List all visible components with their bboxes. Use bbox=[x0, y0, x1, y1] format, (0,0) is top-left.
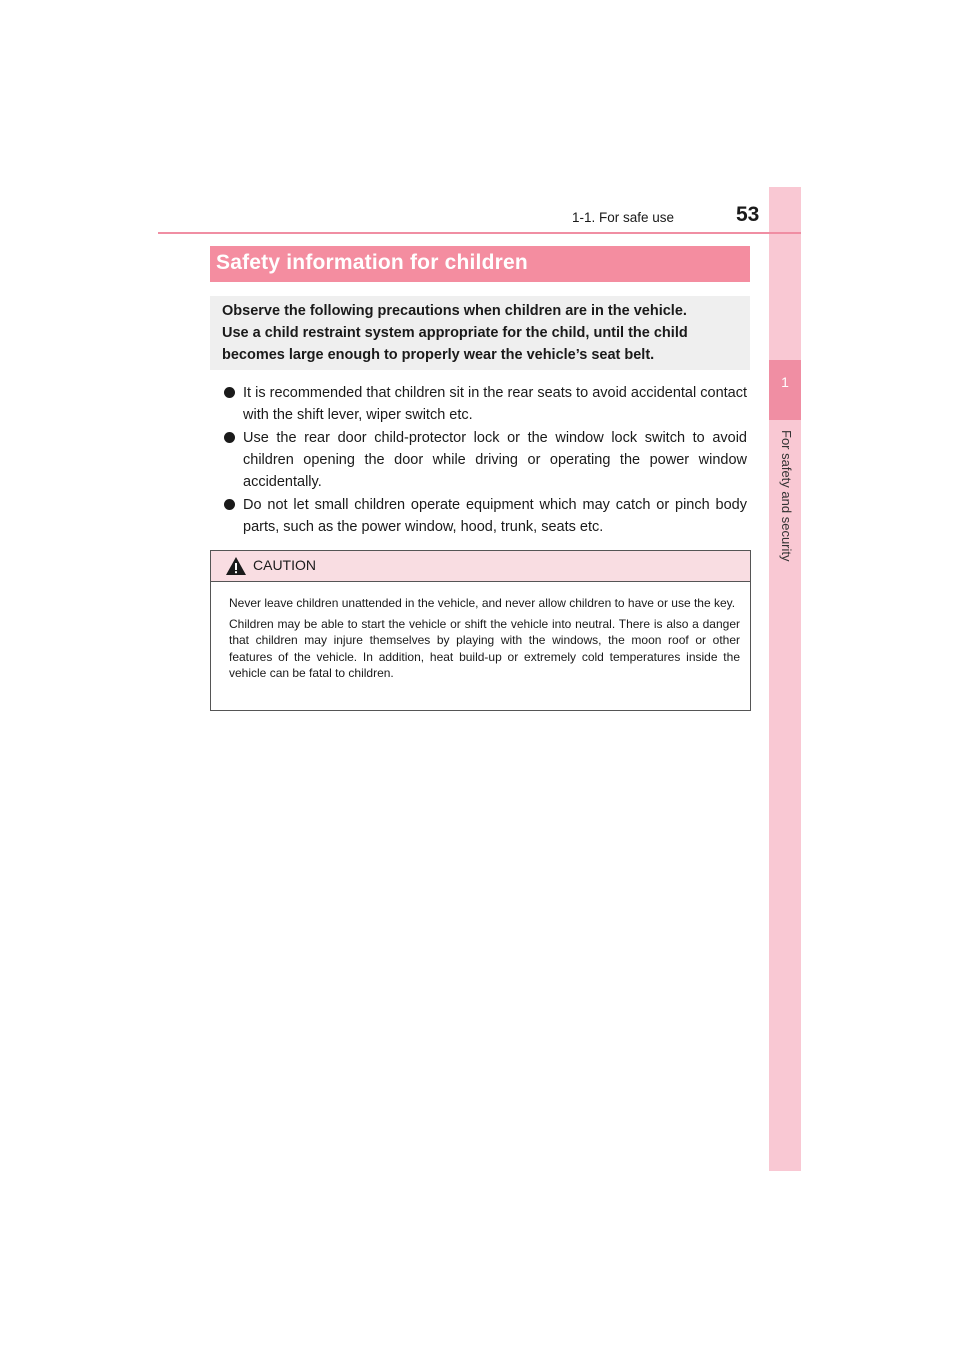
page-number: 53 bbox=[736, 203, 760, 226]
list-item-text: Do not let small children operate equipment which may catch or pinch body parts, such as the power window, hood, trunk, seats etc. bbox=[243, 497, 747, 535]
section-heading bbox=[210, 246, 750, 282]
bullet-icon bbox=[224, 387, 235, 398]
caution-header bbox=[211, 551, 750, 582]
chapter-number: 1 bbox=[781, 374, 789, 390]
list-item bbox=[222, 427, 747, 493]
list-item-text: It is recommended that children sit in the rear seats to avoid accidental contact with the shift lever, wiper switch etc. bbox=[243, 385, 747, 423]
header-divider bbox=[158, 232, 801, 234]
caution-box bbox=[210, 550, 751, 711]
bullet-list bbox=[222, 382, 747, 539]
list-item-text: Use the rear door child-protector lock or the window lock switch to avoid children opening the door while driving or operating the power window accidentally. bbox=[243, 430, 747, 490]
caution-body bbox=[211, 582, 750, 682]
section-label: 1-1. For safe use bbox=[572, 210, 675, 225]
list-item bbox=[222, 382, 747, 426]
chapter-title: For safety and security bbox=[779, 430, 794, 562]
caution-paragraph: Children may be able to start the vehicle or shift the vehicle into neutral. There is also a danger that children may injure themselves by playing with the windows, the moon roof or other features of the vehicle. In addition, heat build-up or extremely cold temperatures inside the vehicle can be fatal to children. bbox=[229, 616, 740, 680]
section-title: Safety information for children bbox=[216, 251, 528, 274]
caution-paragraph: Never leave children unattended in the vehicle, and never allow children to have or use the key. bbox=[229, 596, 736, 610]
warning-triangle-icon bbox=[225, 556, 247, 576]
caution-label: CAUTION bbox=[253, 557, 316, 573]
intro-line: Observe the following precautions when children are in the vehicle. bbox=[222, 303, 687, 319]
list-item bbox=[222, 494, 747, 538]
bullet-icon bbox=[224, 499, 235, 510]
bullet-icon bbox=[224, 432, 235, 443]
intro-line: Use a child restraint system appropriate for the child, until the child becomes large enough to properly wear the vehicle’s seat belt. bbox=[222, 325, 688, 363]
side-tab-active-chapter bbox=[769, 360, 801, 420]
side-tab bbox=[769, 187, 801, 1171]
intro-box bbox=[210, 296, 750, 370]
